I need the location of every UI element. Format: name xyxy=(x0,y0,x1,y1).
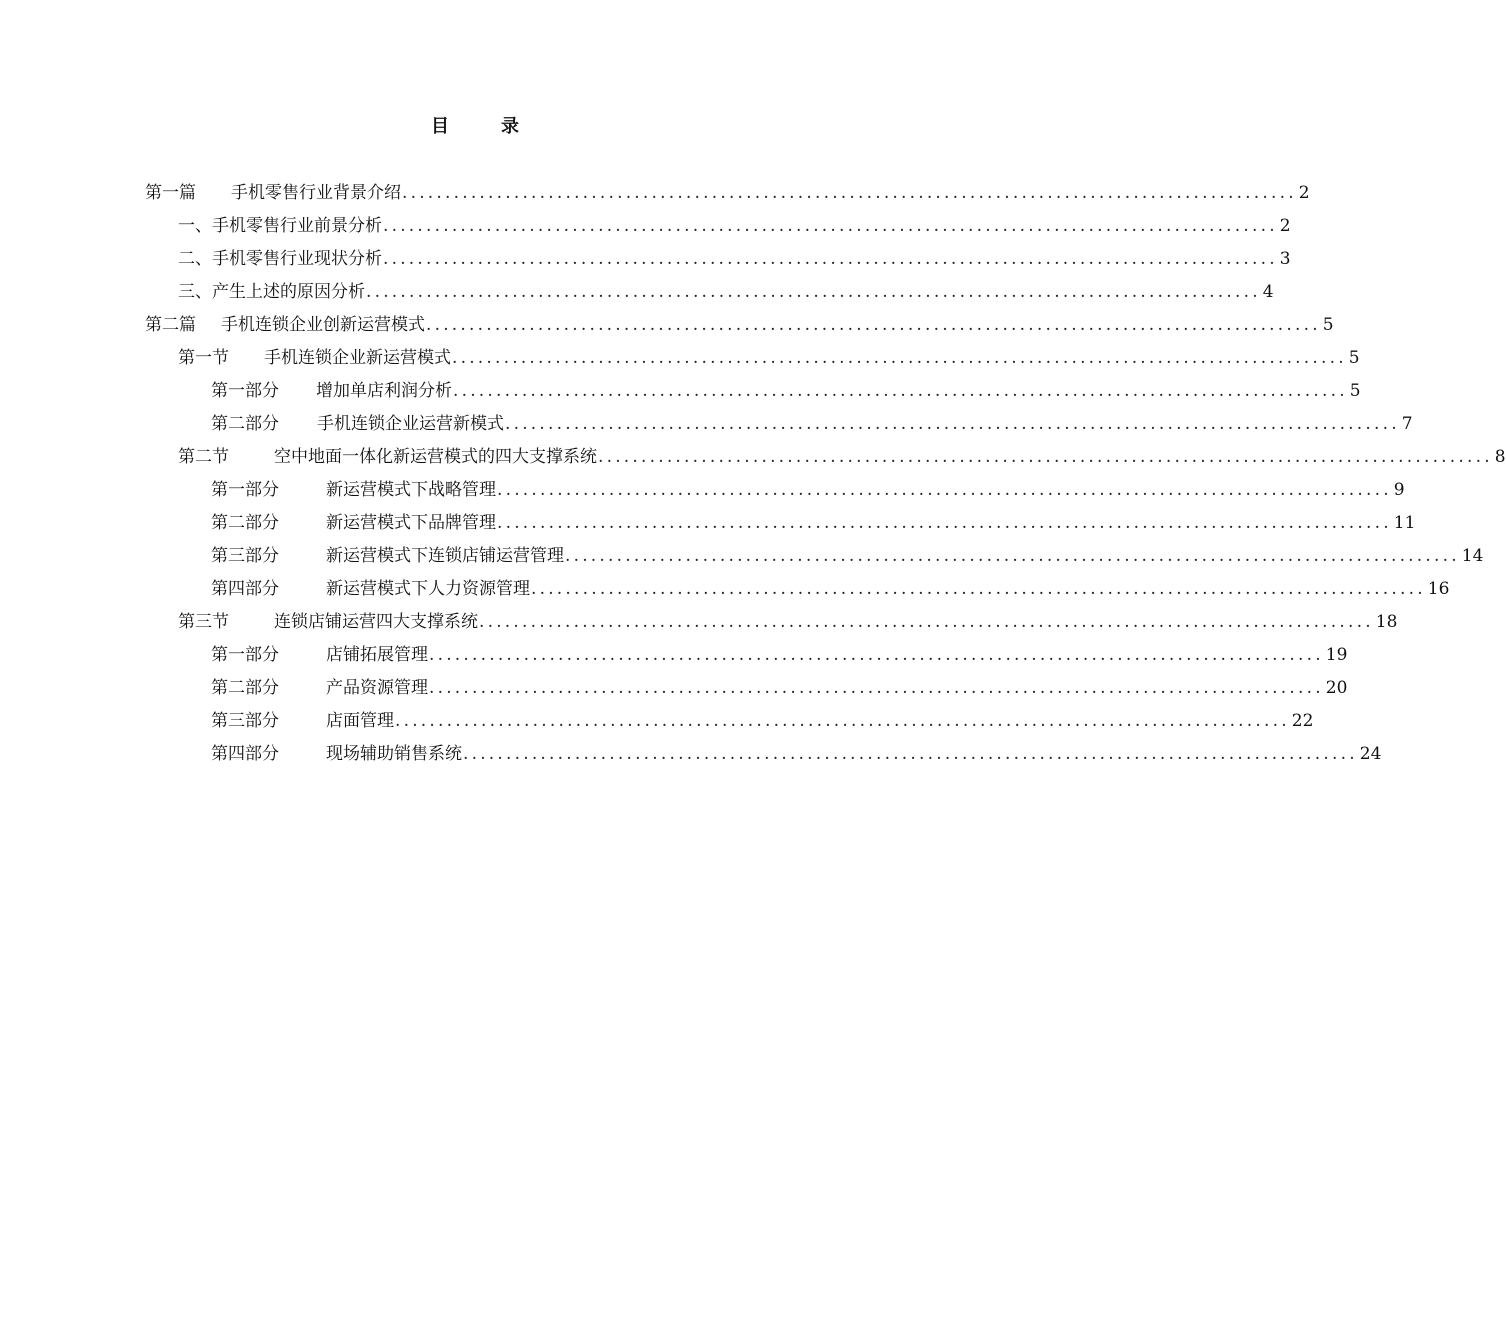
toc-dot-leader: ........................................................................................................ xyxy=(383,249,1278,269)
toc-entry-label: 第二部分 xyxy=(211,513,279,533)
toc-entry[interactable] xyxy=(211,545,1484,569)
toc-dot-leader: ........................................................................................................ xyxy=(453,381,1348,401)
toc-entry-page: 18 xyxy=(1375,612,1398,632)
toc-dot-leader: ........................................................................................................ xyxy=(402,183,1297,203)
toc-heading xyxy=(0,112,950,138)
toc-entry-title: 二、手机零售行业现状分析 xyxy=(178,249,382,269)
toc-entry[interactable] xyxy=(178,215,1291,239)
toc-dot-leader: ........................................................................................................ xyxy=(452,348,1347,368)
toc-entry[interactable] xyxy=(178,248,1291,272)
toc-entry-page: 19 xyxy=(1325,645,1348,665)
toc-entry[interactable] xyxy=(211,743,1382,767)
toc-entry-page: 22 xyxy=(1291,711,1314,731)
toc-entry-label: 第二部分 xyxy=(211,414,279,434)
toc-dot-leader: ........................................................................................................ xyxy=(505,414,1400,434)
toc-entry-page: 11 xyxy=(1393,513,1416,533)
toc-entry[interactable] xyxy=(211,380,1361,404)
toc-entry-label: 第一部分 xyxy=(211,645,279,665)
toc-entry-page: 5 xyxy=(1349,381,1361,401)
toc-entry-page: 5 xyxy=(1322,315,1334,335)
toc-entry[interactable] xyxy=(211,479,1405,503)
toc-entry[interactable] xyxy=(211,677,1348,701)
toc-entry-title: 店铺拓展管理 xyxy=(326,645,428,665)
toc-entry-page: 3 xyxy=(1279,249,1291,269)
toc-entry-label: 第一节 xyxy=(178,348,229,368)
toc-entry-label: 第三部分 xyxy=(211,546,279,566)
toc-entry-page: 2 xyxy=(1279,216,1291,236)
toc-dot-leader: ........................................................................................................ xyxy=(395,711,1290,731)
toc-entry-label: 第三部分 xyxy=(211,711,279,731)
toc-entry[interactable] xyxy=(178,611,1398,635)
toc-entry-title: 新运营模式下品牌管理 xyxy=(326,513,496,533)
toc-entry-title: 一、手机零售行业前景分析 xyxy=(178,216,382,236)
toc-entry-label: 第二节 xyxy=(178,447,229,467)
toc-dot-leader: ........................................................................................................ xyxy=(429,678,1324,698)
toc-entry-label: 第四部分 xyxy=(211,579,279,599)
toc-entry-title: 店面管理 xyxy=(326,711,394,731)
toc-dot-leader: ........................................................................................................ xyxy=(531,579,1426,599)
toc-entry-title: 产品资源管理 xyxy=(326,678,428,698)
toc-entry-title: 手机零售行业背景介绍 xyxy=(231,183,401,203)
toc-entry[interactable] xyxy=(178,347,1360,371)
toc-entry[interactable] xyxy=(211,512,1416,536)
toc-dot-leader: ........................................................................................................ xyxy=(479,612,1374,632)
toc-entry-page: 4 xyxy=(1262,282,1274,302)
toc-dot-leader: ........................................................................................................ xyxy=(383,216,1278,236)
toc-entry-title: 手机连锁企业新运营模式 xyxy=(264,348,451,368)
toc-entry-title: 现场辅助销售系统 xyxy=(326,744,462,764)
toc-entry-title: 手机连锁企业运营新模式 xyxy=(317,414,504,434)
toc-dot-leader: ........................................................................................................ xyxy=(497,480,1392,500)
toc-entry[interactable] xyxy=(145,182,1310,206)
toc-entry[interactable] xyxy=(211,644,1348,668)
toc-entry-label: 第一部分 xyxy=(211,381,279,401)
toc-entry[interactable] xyxy=(145,314,1334,338)
toc-entry[interactable] xyxy=(178,281,1274,305)
toc-dot-leader: ........................................................................................................ xyxy=(463,744,1358,764)
toc-entry[interactable] xyxy=(211,710,1314,734)
toc-entry-label: 第二部分 xyxy=(211,678,279,698)
toc-entry-page: 5 xyxy=(1348,348,1360,368)
toc-entry-title: 新运营模式下人力资源管理 xyxy=(326,579,530,599)
toc-dot-leader: ........................................................................................................ xyxy=(429,645,1324,665)
toc-entry-title: 新运营模式下战略管理 xyxy=(326,480,496,500)
toc-dot-leader: ........................................................................................................ xyxy=(426,315,1321,335)
toc-entry-page: 7 xyxy=(1401,414,1413,434)
toc-entry-page: 24 xyxy=(1359,744,1382,764)
toc-entry-page: 16 xyxy=(1427,579,1450,599)
toc-entry-label: 第一篇 xyxy=(145,183,196,203)
toc-dot-leader: ........................................................................................................ xyxy=(497,513,1392,533)
toc-entry-title: 三、产生上述的原因分析 xyxy=(178,282,365,302)
toc-entry-label: 第一部分 xyxy=(211,480,279,500)
toc-entry-title: 手机连锁企业创新运营模式 xyxy=(221,315,425,335)
toc-heading-right: 录 xyxy=(501,116,519,137)
toc-entry-page: 14 xyxy=(1461,546,1484,566)
toc-entry-page: 2 xyxy=(1298,183,1310,203)
toc-dot-leader: ........................................................................................................ xyxy=(565,546,1460,566)
toc-dot-leader: ........................................................................................................ xyxy=(366,282,1261,302)
toc-entry-label: 第四部分 xyxy=(211,744,279,764)
toc-entry-title: 空中地面一体化新运营模式的四大支撑系统 xyxy=(274,447,597,467)
toc-entry-page: 8 xyxy=(1494,447,1506,467)
toc-entry-label: 第三节 xyxy=(178,612,229,632)
toc-entry-page: 9 xyxy=(1393,480,1405,500)
toc-dot-leader: ........................................................................................................ xyxy=(598,447,1493,467)
toc-heading-left: 目 xyxy=(431,116,449,137)
toc-entry-title: 连锁店铺运营四大支撑系统 xyxy=(274,612,478,632)
toc-entry-page: 20 xyxy=(1325,678,1348,698)
toc-entry[interactable] xyxy=(211,578,1450,602)
toc-entry[interactable] xyxy=(178,446,1506,470)
toc-entry-label: 第二篇 xyxy=(145,315,196,335)
toc-entry-title: 新运营模式下连锁店铺运营管理 xyxy=(326,546,564,566)
toc-entry-title: 增加单店利润分析 xyxy=(316,381,452,401)
toc-entry[interactable] xyxy=(211,413,1413,437)
